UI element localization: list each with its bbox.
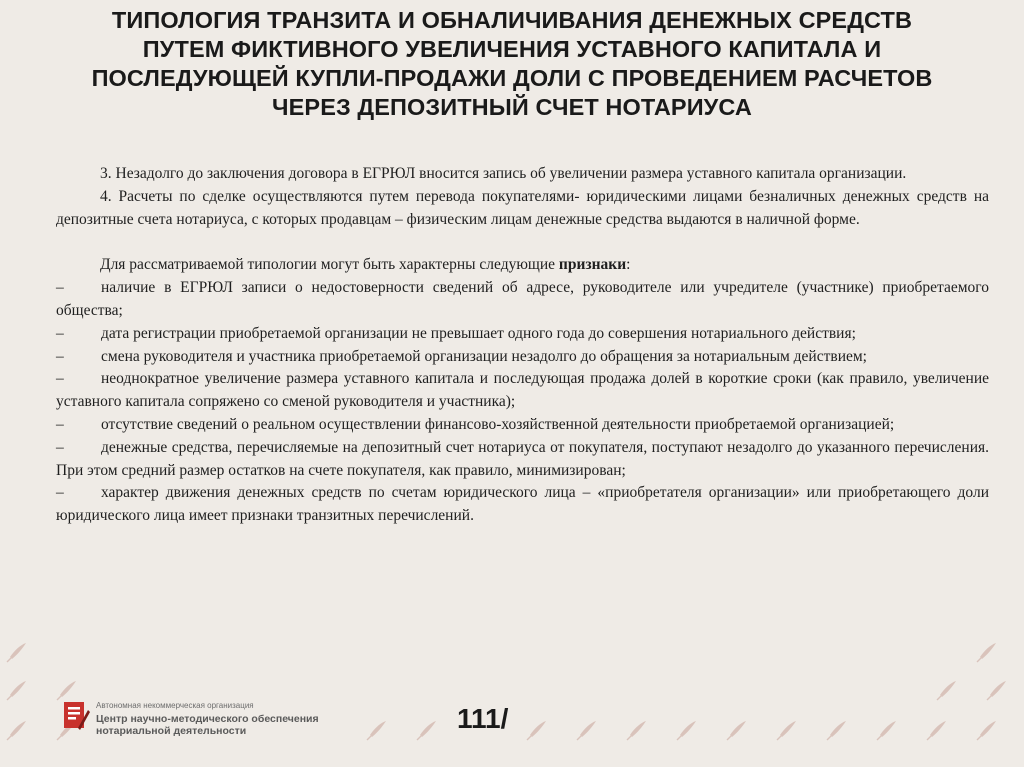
dash-bullet: –	[56, 279, 64, 297]
sign-text: дата регистрации приобретаемой организации не превышает одного года до совершения нотариального действия;	[101, 324, 856, 342]
dash-bullet: –	[56, 370, 64, 388]
paragraph-4: 4. Расчеты по сделке осуществляются путем перевода покупателями- юридическими лицами безналичных денежных средств на депозитные счета нотариуса, с которых продавцам – физическим лицам денежные средства выдаются в наличной форме.	[56, 187, 989, 228]
logo-org-type: Автономная некоммерческая организация	[96, 701, 254, 710]
sign-item	[56, 414, 989, 437]
title-line: ПОСЛЕДУЮЩЕЙ КУПЛИ-ПРОДАЖИ ДОЛИ С ПРОВЕДЕНИЕМ РАСЧЕТОВ	[91, 65, 933, 91]
sign-item	[56, 323, 989, 346]
notary-logo-icon	[64, 702, 90, 732]
title-line: ЧЕРЕЗ ДЕПОЗИТНЫЙ СЧЕТ НОТАРИУСА	[272, 94, 752, 120]
title-line: ПУТЕМ ФИКТИВНОГО УВЕЛИЧЕНИЯ УСТАВНОГО КАПИТАЛА И	[142, 36, 882, 62]
signs-keyword: признаки	[558, 256, 627, 274]
dash-bullet: –	[56, 324, 64, 342]
feather-row-2	[7, 681, 1006, 700]
sign-text: денежные средства, перечисляемые на депозитный счет нотариуса от покупателя, поступают незадолго до указанного перечисления. При этом средний размер остатков на счете покупателя, как правило, минимизирован;	[56, 438, 989, 479]
page-number: 111/	[457, 703, 509, 734]
slide-title	[30, 6, 994, 122]
signs-intro	[56, 254, 989, 277]
sign-text: отсутствие сведений о реальном осуществлении финансово-хозяйственной деятельности приобретаемой организацией;	[101, 415, 895, 433]
logo-org-name-1: Центр научно-методического обеспечения	[96, 713, 319, 725]
paragraph-3: 3. Незадолго до заключения договора в ЕГРЮЛ вносится запись об увеличении размера уставного капитала организации.	[100, 165, 907, 182]
signs-intro-text: Для рассматриваемой типологии могут быть характерны следующие	[100, 256, 559, 274]
sign-text: неоднократное увеличение размера уставного капитала и последующая продажа долей в короткие сроки (как правило, увеличение уставного капитала сопряжено со сменой руководителя и участника);	[56, 370, 989, 411]
sign-item	[56, 277, 989, 323]
sign-item	[56, 368, 989, 414]
feather-row-1	[7, 643, 996, 662]
sign-text: наличие в ЕГРЮЛ записи о недостоверности сведений об адресе, руководителе или учредителе (участнике) приобретаемого общества;	[56, 279, 989, 319]
sign-text: характер движения денежных средств по счетам юридического лица – «приобретателя организации» или приобретающего доли юридического лица имеет признаки транзитных перечислений.	[56, 484, 989, 525]
sign-item	[56, 346, 989, 369]
dash-bullet: –	[56, 347, 64, 365]
organization-logo	[64, 700, 354, 740]
dash-bullet: –	[56, 438, 64, 456]
logo-org-name-2: нотариальной деятельности	[96, 725, 247, 737]
dash-bullet: –	[56, 415, 64, 433]
slide-body	[56, 163, 989, 528]
sign-text: смена руководителя и участника приобретаемой организации незадолго до обращения за нотариальным действием;	[101, 347, 867, 365]
dash-bullet: –	[56, 484, 64, 502]
sign-item	[56, 437, 989, 483]
title-line: ТИПОЛОГИЯ ТРАНЗИТА И ОБНАЛИЧИВАНИЯ ДЕНЕЖНЫХ СРЕДСТВ	[111, 7, 913, 33]
signs-intro-colon: :	[626, 256, 631, 274]
sign-item	[56, 482, 989, 528]
